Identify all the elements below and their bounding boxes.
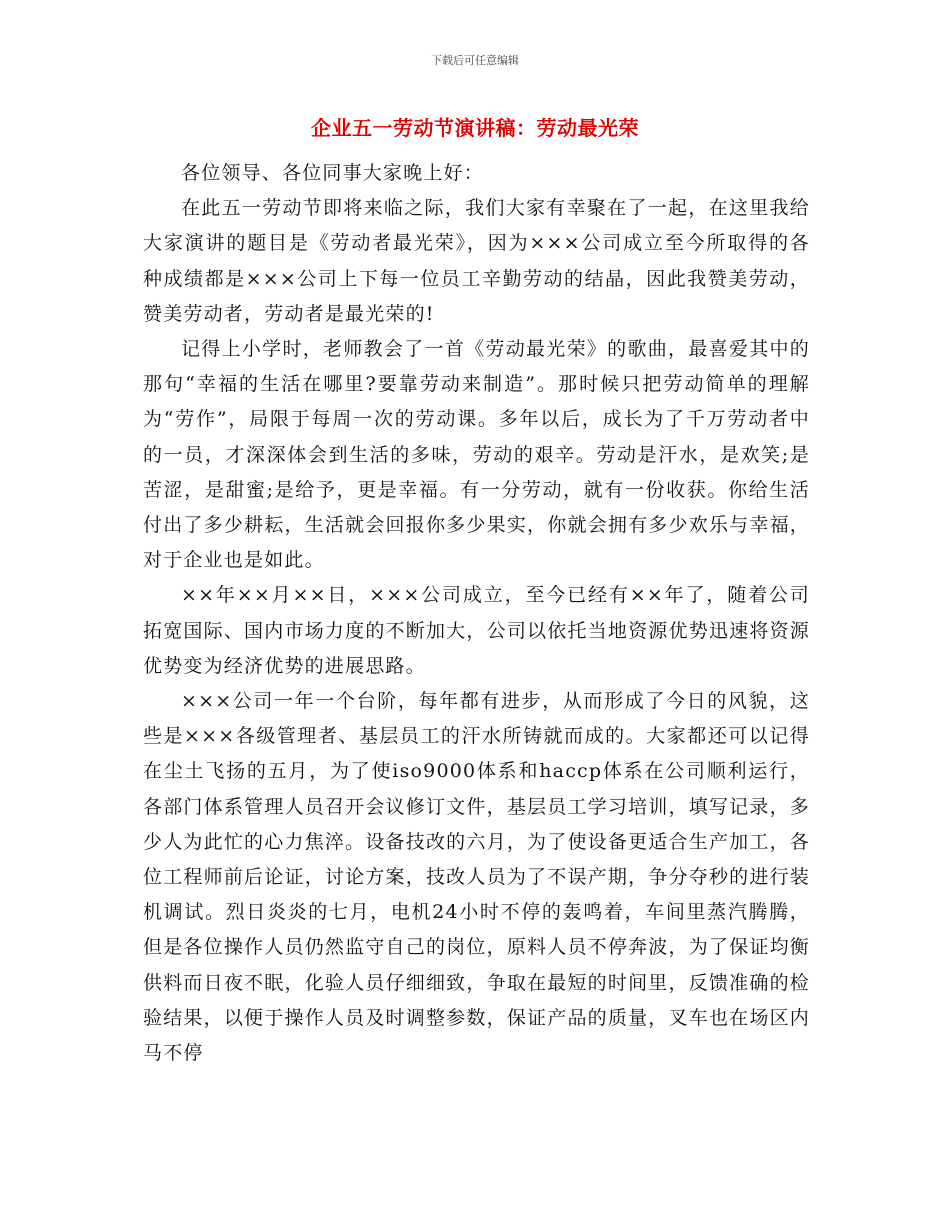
- paragraph-memory: 记得上小学时，老师教会了一首《劳动最光荣》的歌曲，最喜爱其中的那句“幸福的生活在哪里?要靠劳动来制造”。那时候只把劳动简单的理解为“劳作”，局限于每周一次的劳动课。多年以后，成长为了千万劳动者中的一员，才深深体会到生活的多味，劳动的艰辛。劳动是汗水，是欢笑;是苦涩，是甜蜜;是给予，更是幸福。有一分劳动，就有一份收获。你给生活付出了多少耕耘，生活就会回报你多少果实，你就会拥有多少欢乐与幸福，对于企业也是如此。: [143, 338, 810, 572]
- paragraph-intro: 在此五一劳动节即将来临之际，我们大家有幸聚在了一起，在这里我给大家演讲的题目是《劳动者最光荣》，因为×××公司成立至今所取得的各种成绩都是×××公司上下每一位员工辛勤劳动的结晶，因此我赞美劳动，赞美劳动者，劳动者是最光荣的!: [143, 197, 810, 325]
- paragraph-greeting: 各位领导、各位同事大家晚上好：: [181, 162, 485, 184]
- document-title: 企业五一劳动节演讲稿：劳动最光荣: [311, 116, 639, 140]
- paragraph-company-history: ××年××月××日，×××公司成立，至今已经有××年了，随着公司拓宽国际、国内市场力度的不断加大，公司以依托当地资源优势迅速将资源优势变为经济优势的进展思路。: [143, 584, 810, 677]
- paragraph-progress: ×××公司一年一个台阶，每年都有进步，从而形成了今日的风貌，这些是×××各级管理者、基层员工的汗水所铸就而成的。大家都还可以记得在尘土飞扬的五月，为了使iso9000体系和haccp体系在公司顺利运行，各部门体系管理人员召开会议修订文件，基层员工学习培训，填写记录，多少人为此忙的心力焦淬。设备技改的六月，为了使设备更适合生产加工，各位工程师前后论证，讨论方案，技改人员为了不误产期，争分夺秒的进行装机调试。烈日炎炎的七月，电机24小时不停的轰鸣着，车间里蒸汽腾腾，但是各位操作人员仍然监守自己的岗位，原料人员不停奔波，为了保证均衡供料而日夜不眠，化验人员仔细细致，争取在最短的时间里，反馈准确的检验结果，以便于操作人员及时调整参数，保证产品的质量，叉车也在场区内马不停: [143, 690, 810, 1065]
- document-body: [143, 156, 810, 1071]
- page-header-note: 下载后可任意编辑: [431, 54, 519, 67]
